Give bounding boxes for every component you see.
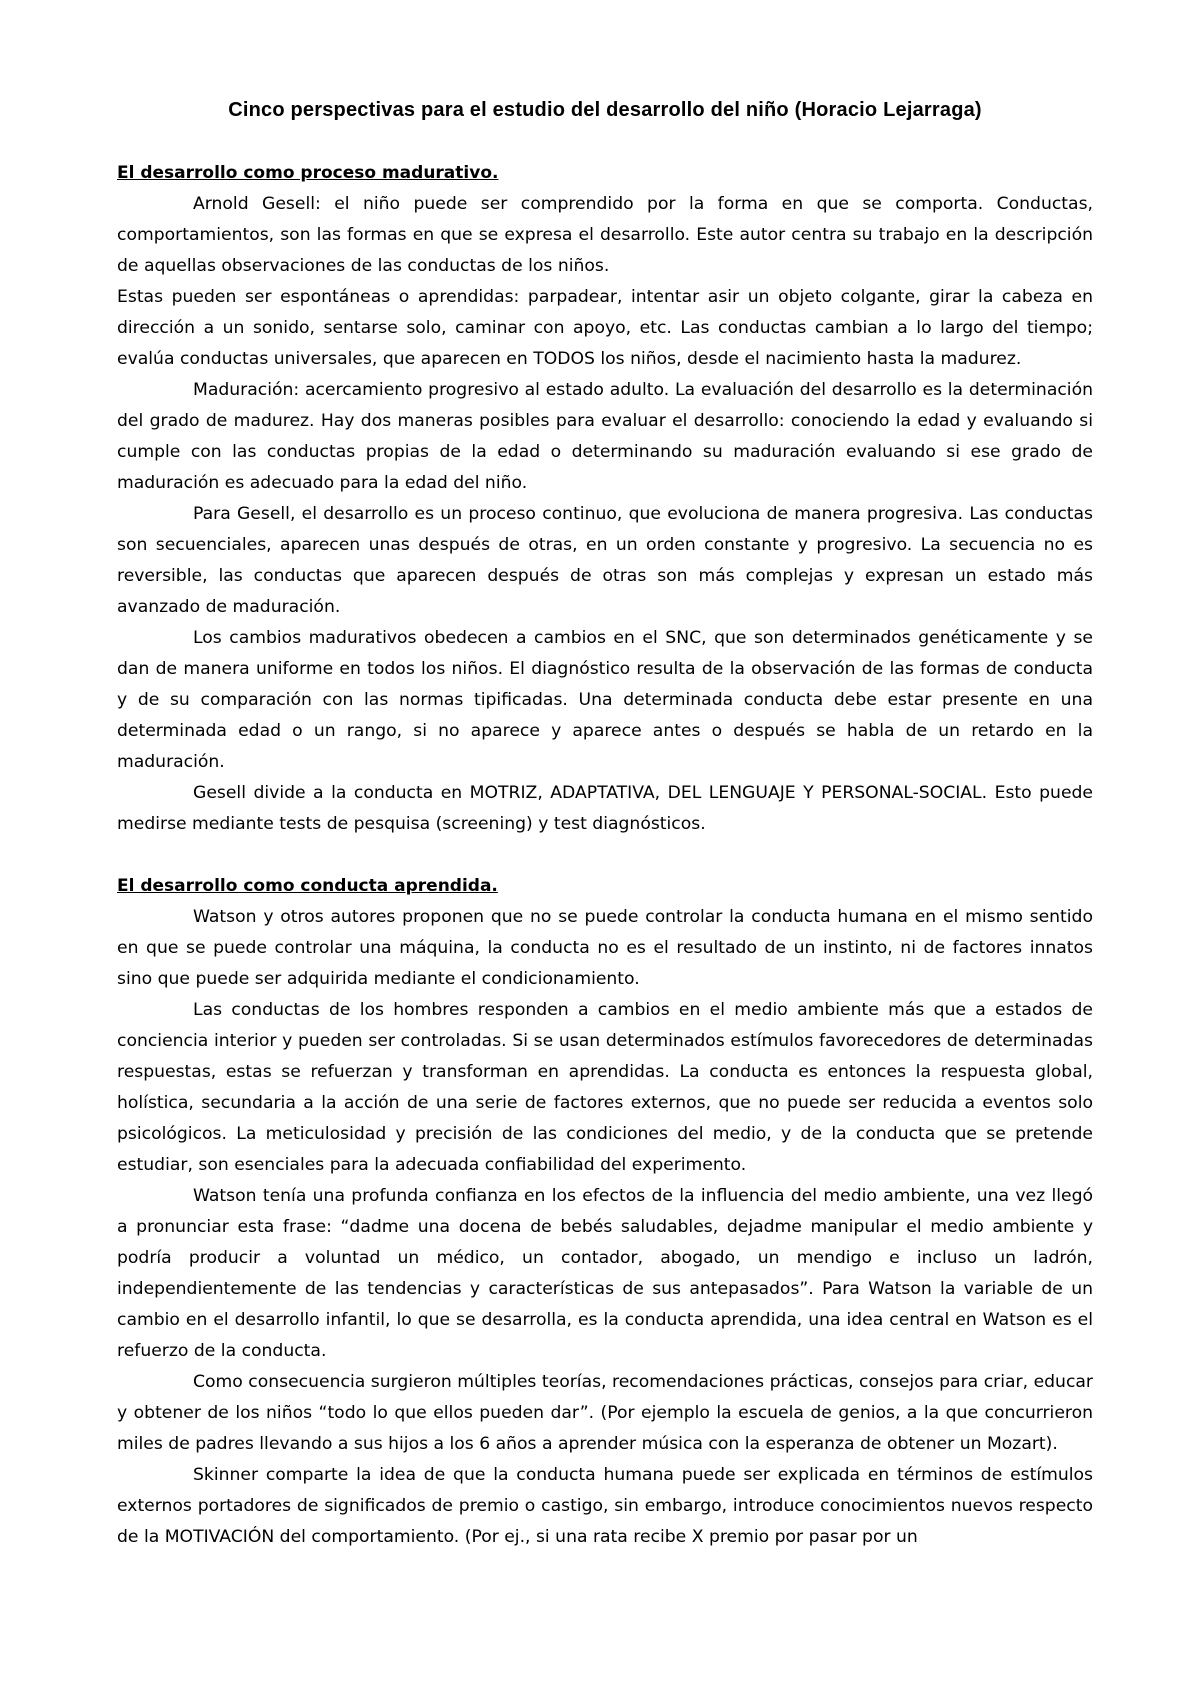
section-heading: El desarrollo como conducta aprendida. [117,876,498,896]
paragraph: Gesell divide a la conducta en MOTRIZ, ADAPTATIVA, DEL LENGUAJE Y PERSONAL-SOCIAL. Esto puede medirse mediante tests de pesquisa (screening) y test diagnósticos. [117,783,1093,834]
paragraph: Arnold Gesell: el niño puede ser comprendido por la forma en que se comporta. Conductas, comportamientos, son las formas en que se expresa el desarrollo. Este autor centra su trabajo en la descripción de aquellas observaciones de las conductas de los niños. [117,194,1093,276]
paragraph: Estas pueden ser espontáneas o aprendidas: parpadear, intentar asir un objeto colgante, girar la cabeza en dirección a un sonido, sentarse solo, caminar con apoyo, etc. Las conductas cambian a lo largo del tiempo; evalúa conductas universales, que aparecen en TODOS los niños, desde el nacimiento hasta la madurez. [117,287,1093,369]
paragraph: Watson tenía una profunda confianza en los efectos de la influencia del medio ambiente, una vez llegó a pronunciar esta frase: “dadme una docena de bebés saludables, dejadme manipular el medio ambiente y podría producir a voluntad un médico, un contador, abogado, un mendigo e incluso un ladrón, independientemente de las tendencias y características de sus antepasados”. Para Watson la variable de un cambio en el desarrollo infantil, lo que se desarrolla, es la conducta aprendida, una idea central en Watson es el refuerzo de la conducta. [117,1186,1093,1361]
document-title: Cinco perspectivas para el estudio del desarrollo del niño (Horacio Lejarraga) [228,99,982,121]
section-heading: El desarrollo como proceso madurativo. [117,163,499,183]
paragraph: Skinner comparte la idea de que la conducta humana puede ser explicada en términos de estímulos externos portadores de significados de premio o castigo, sin embargo, introduce conocimientos nuevos respecto de la MOTIVACIÓN del comportamiento. (Por ej., si una rata recibe X premio por pasar por un [117,1465,1093,1547]
paragraph: Maduración: acercamiento progresivo al estado adulto. La evaluación del desarrollo es la determinación del grado de madurez. Hay dos maneras posibles para evaluar el desarrollo: conociendo la edad y evaluando si cumple con las conductas propias de la edad o determinando su maduración evaluando si ese grado de maduración es adecuado para la edad del niño. [117,380,1093,493]
document-page [117,96,1093,1553]
section-conducta-aprendida [117,871,1093,1553]
paragraph: Los cambios madurativos obedecen a cambios en el SNC, que son determinados genéticamente y se dan de manera uniforme en todos los niños. El diagnóstico resulta de la observación de las formas de conducta y de su comparación con las normas tipificadas. Una determinada conducta debe estar presente en una determinada edad o un rango, si no aparece y aparece antes o después se habla de un retardo en la maduración. [117,628,1093,772]
paragraph: Como consecuencia surgieron múltiples teorías, recomendaciones prácticas, consejos para criar, educar y obtener de los niños “todo lo que ellos pueden dar”. (Por ejemplo la escuela de genios, a la que concurrieron miles de padres llevando a sus hijos a los 6 años a aprender música con la esperanza de obtener un Mozart). [117,1372,1093,1454]
paragraph: Las conductas de los hombres responden a cambios en el medio ambiente más que a estados de conciencia interior y pueden ser controladas. Si se usan determinados estímulos favorecedores de determinadas respuestas, estas se refuerzan y transforman en aprendidas. La conducta es entonces la respuesta global, holística, secundaria a la acción de una serie de factores externos, que no puede ser reducida a eventos solo psicológicos. La meticulosidad y precisión de las condiciones del medio, y de la conducta que se pretende estudiar, son esenciales para la adecuada confiabilidad del experimento. [117,1000,1093,1175]
paragraph: Para Gesell, el desarrollo es un proceso continuo, que evoluciona de manera progresiva. Las conductas son secuenciales, aparecen unas después de otras, en un orden constante y progresivo. La secuencia no es reversible, las conductas que aparecen después de otras son más complejas y expresan un estado más avanzado de maduración. [117,504,1093,617]
paragraph: Watson y otros autores proponen que no se puede controlar la conducta humana en el mismo sentido en que se puede controlar una máquina, la conducta no es el resultado de un instinto, ni de factores innatos sino que puede ser adquirida mediante el condicionamiento. [117,907,1093,989]
section-proceso-madurativo [117,158,1093,840]
